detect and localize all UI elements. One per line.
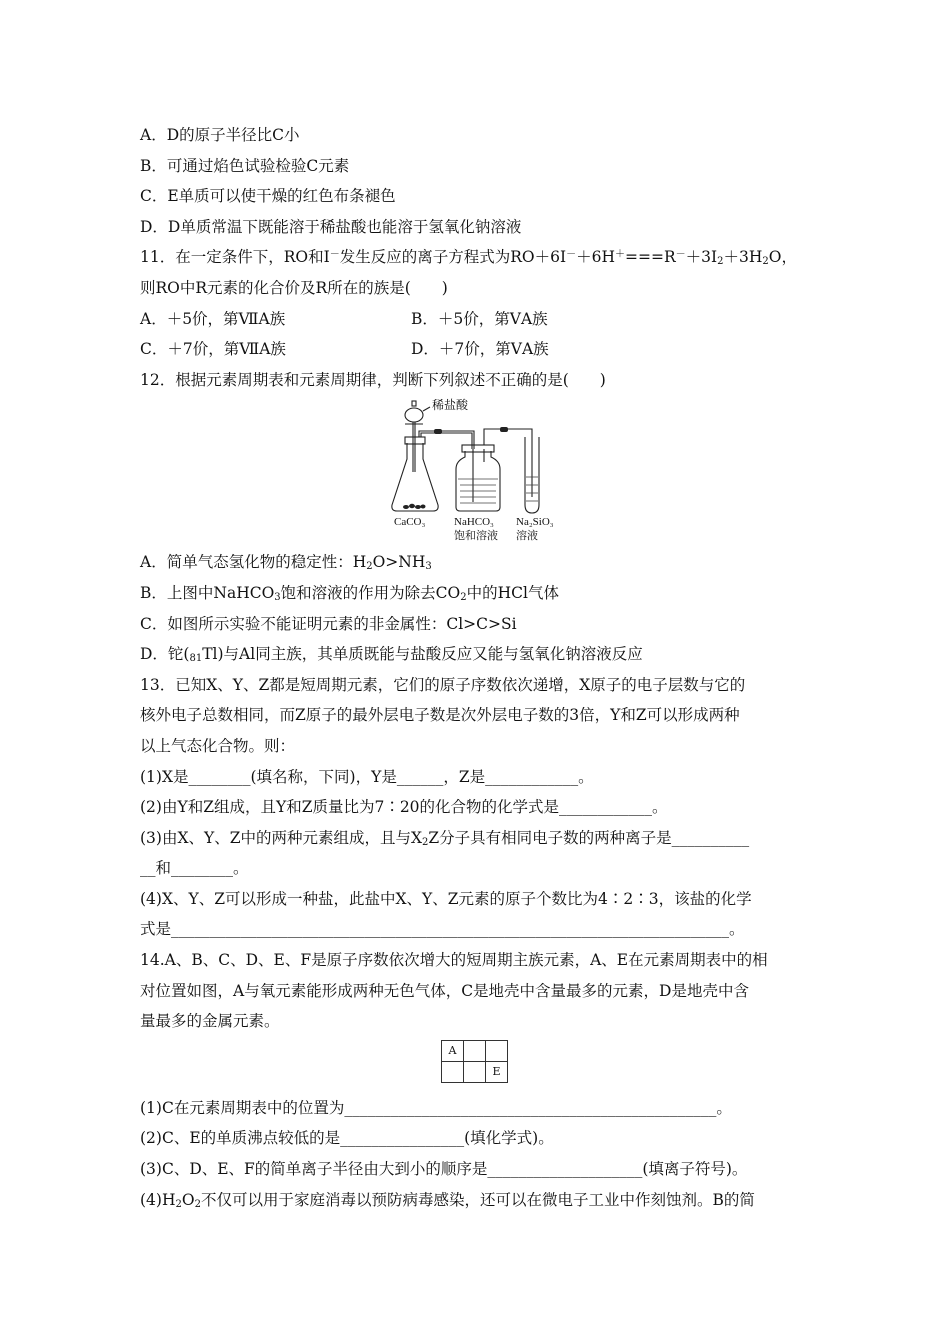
q11-stem-line1: 11．在一定条件下，RO和I－发生反应的离子方程式为$RO+6I^-+6H^+===R^-+3I_2+3H_2O$， bbox=[140, 248, 797, 268]
grid-cell bbox=[464, 1061, 486, 1082]
q12-option-a: A．简单气态氢化物的稳定性：$H_2O>NH_3$ bbox=[140, 553, 432, 573]
label-caco3: CaCO₃ bbox=[394, 516, 426, 529]
grid-cell-e: E bbox=[486, 1061, 508, 1082]
q14-stem-line3: 量最多的金属元素。 bbox=[140, 1012, 280, 1031]
q13-part-4-line2: 式是________________________________________________________________________。 bbox=[140, 920, 745, 939]
wash-bottle bbox=[456, 451, 500, 511]
label-solution: 溶液 bbox=[516, 530, 538, 543]
q13-part-3-line2: __和________。 bbox=[140, 859, 249, 878]
acid-label-pointer bbox=[423, 407, 430, 411]
grid-cell-a: A bbox=[442, 1040, 464, 1061]
label-dilute-hcl: 稀盐酸 bbox=[432, 398, 469, 413]
grid-cell bbox=[442, 1061, 464, 1082]
q14-stem-line2: 对位置如图，A与氧元素能形成两种无色气体，C是地壳中含量最多的元素，D是地壳中含 bbox=[140, 981, 749, 1000]
q10-option-b: B．可通过焰色试验检验C元素 bbox=[140, 156, 350, 175]
q10-option-a: A．D的原子半径比C小 bbox=[140, 126, 300, 144]
q12-apparatus-figure bbox=[140, 395, 812, 547]
rubber-connector-2 bbox=[500, 427, 508, 432]
q12-option-c: C．如图所示实验不能证明元素的非金属性：Cl>C>Si bbox=[140, 614, 517, 633]
q13-part-1: (1)X是________(填名称，下同)，Y是______，Z是____________。 bbox=[140, 767, 594, 786]
q14-part-2: (2)C、E的单质沸点较低的是________________(填化学式)。 bbox=[140, 1129, 554, 1148]
q11-options-row1 bbox=[140, 304, 812, 335]
apparatus-diagram bbox=[386, 397, 576, 545]
q11-stem-line2: 则RO中R元素的化合价及R所在的族是( ) bbox=[140, 278, 448, 297]
q14-part-1: (1)C在元素周期表中的位置为________________________________________________。 bbox=[140, 1098, 732, 1117]
q11-option-c: C．＋7价，第ⅦA族 bbox=[140, 340, 286, 359]
q10-option-c: C．E单质可以使干燥的红色布条褪色 bbox=[140, 187, 396, 206]
q14-periodic-grid-figure bbox=[140, 1037, 812, 1093]
bottle-stopper bbox=[462, 445, 494, 452]
q11-options-row2 bbox=[140, 334, 812, 365]
grid-cell bbox=[486, 1040, 508, 1061]
q14-stem-line1: 14.A、B、C、D、E、F是原子序数依次增大的短周期主族元素，A、E在元素周期表中的相 bbox=[140, 951, 768, 970]
q10-option-d: D．D单质常温下既能溶于稀盐酸也能溶于氢氧化钠溶液 bbox=[140, 217, 522, 236]
label-nahco3: NaHCO₃ bbox=[454, 516, 494, 529]
q12-option-d: D．铊$(_{81}Tl)$与Al同主族，其单质既能与盐酸反应又能与氢氧化钠溶液反应 bbox=[140, 645, 643, 665]
q13-stem-line2: 核外电子总数相同，而Z原子的最外层电子数是次外层电子数的3倍，Y和Z可以形成两种 bbox=[140, 706, 740, 725]
q14-part-3: (3)C、D、E、F的简单离子半径由大到小的顺序是____________________(填离子符号)。 bbox=[140, 1160, 748, 1179]
label-saturated-solution: 饱和溶液 bbox=[454, 530, 498, 543]
q12-option-b: B．上图中NaHCO$_3$饱和溶液的作用为除去$CO_2$中的HCl气体 bbox=[140, 583, 559, 603]
q11-option-b: B．＋5价，第ⅤA族 bbox=[411, 309, 548, 328]
q13-stem-line1: 13．已知X、Y、Z都是短周期元素，它们的原子序数依次递增，X原子的电子层数与它的 bbox=[140, 675, 746, 694]
delivery-tube-1 bbox=[419, 431, 474, 449]
q13-part-2: (2)由Y和Z组成，且Y和Z质量比为7∶20的化合物的化学式是____________。 bbox=[140, 798, 668, 817]
delivery-tube-1-inner bbox=[421, 433, 472, 449]
funnel-stopper bbox=[412, 401, 416, 406]
q13-part-4: (4)X、Y、Z可以形成一种盐，此盐中X、Y、Z元素的原子个数比为4∶2∶3，该盐的化学 bbox=[140, 889, 752, 908]
rubber-connector-1 bbox=[434, 429, 442, 434]
document-page bbox=[140, 120, 812, 1215]
grid-cell bbox=[464, 1040, 486, 1061]
q14-part-4: $(4)H_2O_2$不仅可以用于家庭消毒以预防病毒感染，还可以在微电子工业中作刻蚀剂。B的简 bbox=[140, 1190, 755, 1210]
q11-option-a: A．＋5价，第ⅦA族 bbox=[140, 309, 286, 328]
periodic-position-grid bbox=[441, 1040, 508, 1083]
q13-stem-line3: 以上气态化合物。则： bbox=[140, 736, 296, 755]
q13-part-3: (3)由X、Y、Z中的两种元素组成，且与$X_2Z$分子具有相同电子数的两种离子是__________ bbox=[140, 828, 750, 848]
q12-stem: 12．根据元素周期表和元素周期律，判断下列叙述不正确的是( ) bbox=[140, 370, 606, 389]
caco3-solid bbox=[403, 504, 426, 509]
funnel-bulb bbox=[405, 408, 423, 422]
q11-option-d: D．＋7价，第ⅤA族 bbox=[411, 340, 549, 359]
label-na2sio3: Na₂SiO₃ bbox=[516, 516, 554, 529]
